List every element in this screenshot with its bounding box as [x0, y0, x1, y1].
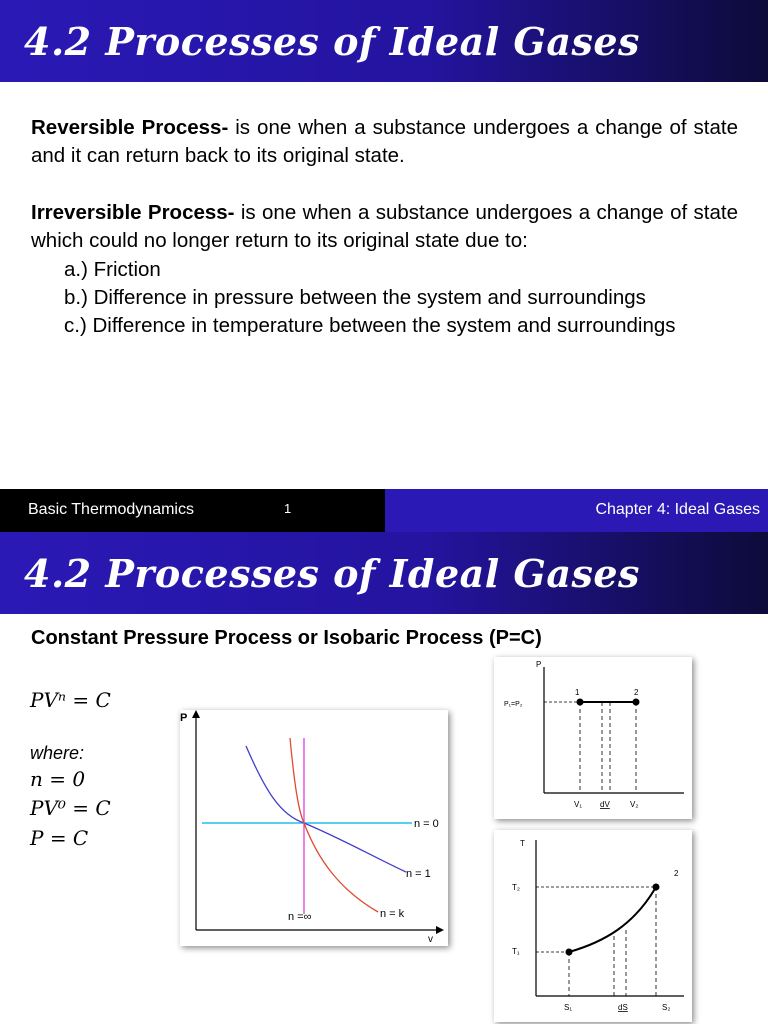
equation-n: n = 0	[30, 767, 86, 791]
pressure-label: P₁=P₂	[504, 701, 523, 708]
x-axis-label: v	[428, 934, 433, 945]
footer-course: Basic Thermodynamics	[28, 501, 194, 518]
irreversible-term: Irreversible Process-	[31, 200, 235, 224]
ts-isobar-figure	[494, 830, 692, 1022]
isobar-curve	[569, 887, 656, 952]
y-axis-arrow	[192, 710, 200, 718]
equation-p: P = C	[30, 826, 89, 850]
dv-label: dV	[600, 800, 610, 809]
slide2-title-bar	[0, 532, 768, 614]
point-2-label: 2	[674, 869, 679, 878]
slide1-footer	[0, 489, 768, 532]
label-n-0: n = 0	[414, 818, 439, 830]
irreversible-text: is one when a substance undergoes a change of state which could no longer return to its original state due to:	[31, 200, 738, 253]
x-axis-arrow	[436, 926, 444, 934]
y-axis-label: T	[520, 839, 525, 848]
point-1-label: 1	[575, 688, 580, 697]
cause-friction: a.) Friction	[64, 257, 161, 281]
ds-label: dS	[618, 1003, 628, 1012]
slide1-title-bar	[0, 0, 768, 82]
t1-label: T₁	[512, 947, 520, 956]
y-axis-label: P	[180, 712, 188, 724]
s1-label: S₁	[564, 1003, 573, 1012]
v2-label: V₂	[630, 800, 639, 809]
label-n-infinity: n =∞	[288, 911, 312, 923]
cause-pressure: b.) Difference in pressure between the system and surroundings	[64, 286, 646, 310]
footer-chapter: Chapter 4: Ideal Gases	[595, 501, 760, 518]
slide1-title: 4.2 Processes of Ideal Gases	[24, 18, 640, 64]
y-axis-label: P	[536, 660, 542, 669]
footer-page-number: 1	[284, 501, 292, 516]
pv-isobar-figure	[494, 657, 692, 819]
reversible-term: Reversible Process-	[31, 116, 229, 139]
irreversible-definition	[31, 199, 738, 256]
equation-general: PVⁿ = C	[30, 688, 111, 712]
v1-label: V₁	[574, 800, 583, 809]
s2-label: S₂	[662, 1003, 671, 1012]
label-n-k: n = k	[380, 908, 405, 920]
isobaric-subheading: Constant Pressure Process or Isobaric Process (P=C)	[31, 627, 542, 649]
cause-temperature: c.) Difference in temperature between the system and surroundings	[64, 314, 676, 338]
curve-n-k	[290, 738, 378, 912]
t2-label: T₂	[512, 883, 520, 892]
slide2-title: 4.2 Processes of Ideal Gases	[24, 550, 640, 596]
where-label: where:	[30, 743, 85, 763]
equation-pv0: PV⁰ = C	[30, 796, 111, 820]
footer-right-panel	[385, 489, 768, 532]
pv-polytropic-figure	[180, 710, 448, 946]
reversible-text: is one when a substance undergoes a change of state and it can return back to its original state.	[31, 116, 738, 168]
slide1-body	[31, 114, 738, 341]
curve-n-1	[246, 746, 406, 872]
reversible-definition	[31, 114, 738, 171]
point-2-label: 2	[634, 688, 639, 697]
label-n-1: n = 1	[406, 868, 431, 880]
